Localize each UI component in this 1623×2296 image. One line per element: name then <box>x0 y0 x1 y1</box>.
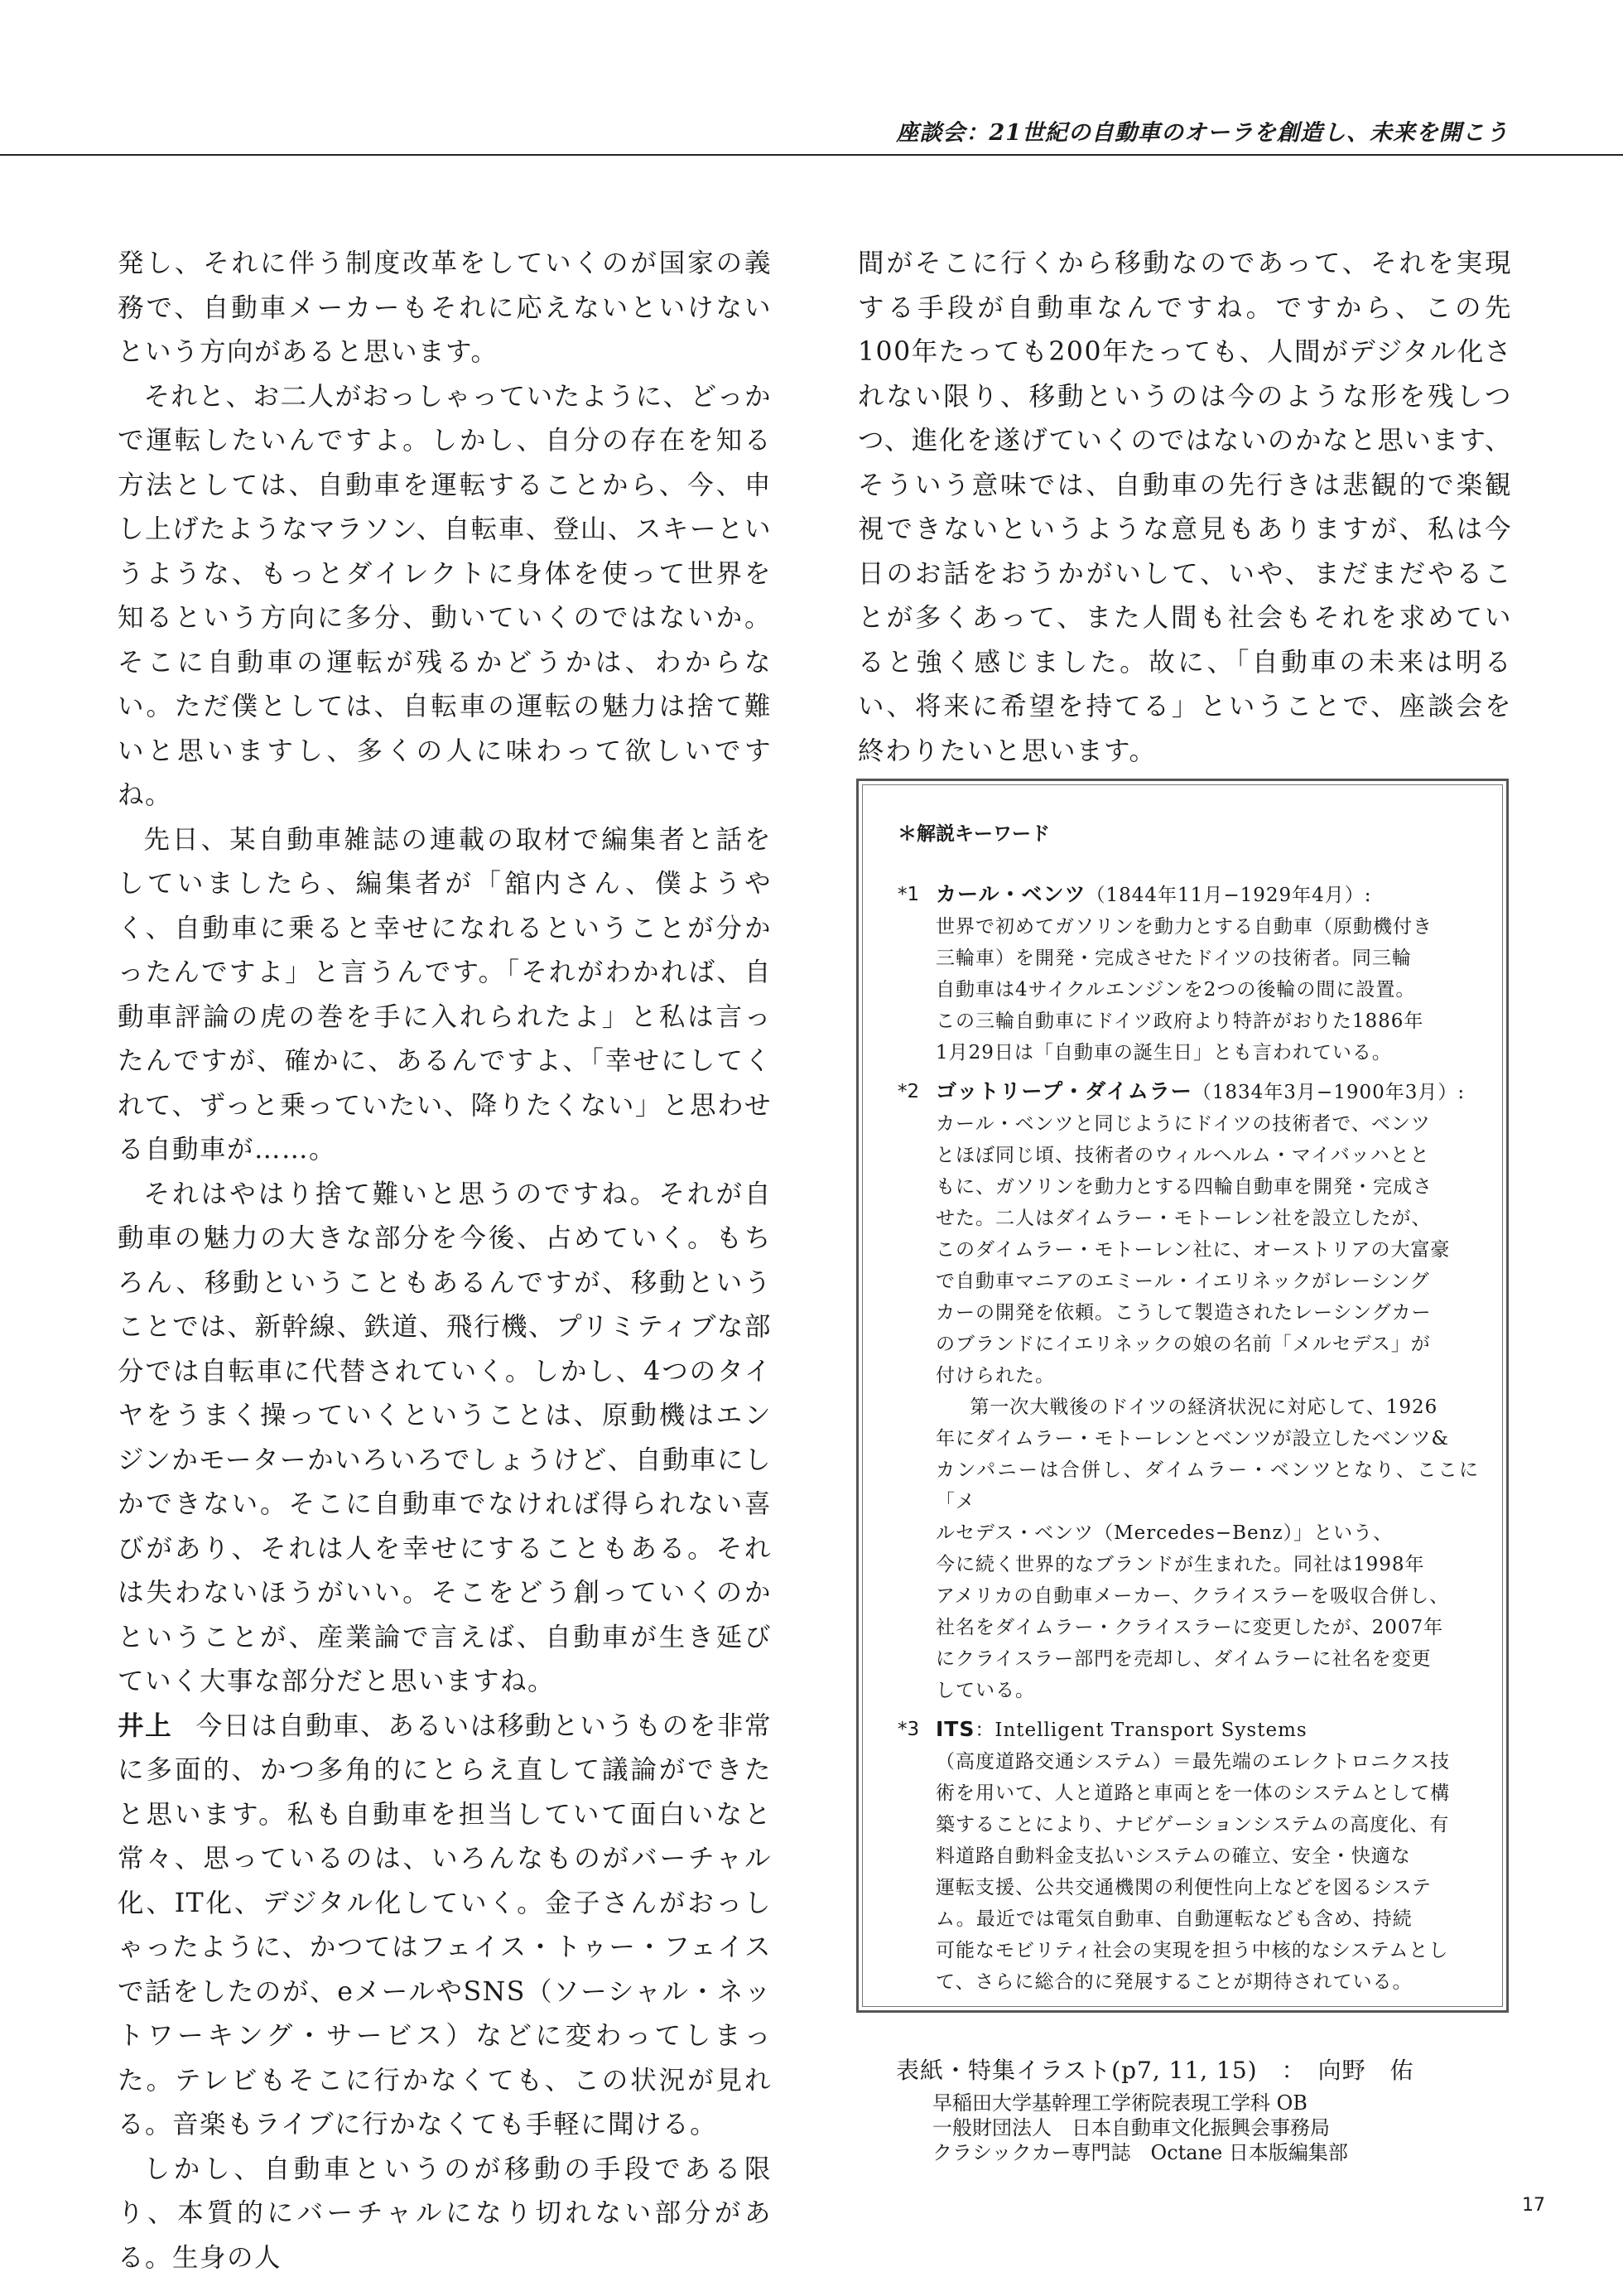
credit-line: クラシックカー専門誌 Octane 日本版編集部 <box>932 2141 1348 2164</box>
entry-term: カール・ベンツ <box>936 882 1086 906</box>
entry-line: （1844年11月−1929年4月）: <box>1086 885 1372 906</box>
entry-line: 第一次大戦後のドイツの経済状況に対応して、1926 <box>970 1396 1438 1418</box>
entry-line: カール・ベンツと同じようにドイツの技術者で、ベンツ <box>936 1113 1431 1135</box>
entry-line: 年にダイムラー・モトーレンとベンツが設立したベンツ& <box>936 1428 1449 1449</box>
speaker-name: 井上 <box>118 1710 173 1741</box>
credit-heading: 表紙・特集イラスト(p7, 11, 15) ： 向野 佑 <box>896 2057 1414 2084</box>
entry-term: ITS <box>936 1717 975 1741</box>
entry-line: 世界で初めてガソリンを動力とする自動車（原動機付き <box>936 916 1433 938</box>
paragraph-text: 今日は自動車、あるいは移動というものを非常に多面的、かつ多角的にとらえ直して議論ができたと思います。私も自動車を担当していて面白いなと常々、思っているのは、いろんなものがバーチャル化、IT化、デジタル化していく。金子さんがおっしゃったように、かつてはフェイス・トゥー・フェイスで話をしたのが、eメールやSNS（ソーシャル・ネットワーキング・サービス）などに変わってしまった。テレビもそこに行かなくても、この状況が見れる。音楽もライブに行かなくても手軽に聞ける。 <box>118 1710 772 2139</box>
glossary-entry-daimler <box>898 1076 1479 1706</box>
entry-line: とほぼ同じ頃、技術者のウィルヘルム・マイバッハとと <box>936 1145 1430 1166</box>
header-rule <box>0 154 1623 156</box>
entry-line: のブランドにイエリネックの娘の名前「メルセデス」が <box>936 1334 1431 1355</box>
entry-line: アメリカの自動車メーカー、クライスラーを吸収合併し、 <box>936 1585 1450 1607</box>
paragraph: 先日、某自動車雑誌の連載の取材で編集者と話をしていましたら、編集者が「舘内さん、僕ようやく、自動車に乗ると幸せになれるということが分かったんですよ」と言うんです。「それがわかれば、自動車評論の虎の巻を手に入れられたよ」と私は言ったんですが、確かに、あるんですよ、「幸せにしてくれて、ずっと乗っていたい、降りたくない」と思わせる自動車が……。 <box>118 824 772 1165</box>
entry-line: 付けられた。 <box>936 1365 1055 1387</box>
entry-line: 料道路自動料金支払いシステムの確立、安全・快適な <box>936 1845 1411 1867</box>
entry-line: している。 <box>936 1680 1035 1701</box>
entry-line: せた。二人はダイムラー・モトーレン社を設立したが、 <box>936 1208 1432 1229</box>
credit-line: 早稲田大学基幹理工学術院表現工学科 OB <box>932 2091 1308 2115</box>
entry-line: て、さらに総合的に発展することが期待されている。 <box>936 1971 1413 1993</box>
glossary-entry-benz <box>898 879 1479 1068</box>
entry-number: *1 <box>898 884 920 905</box>
entry-line: 術を用いて、人と道路と車両とを一体のシステムとして構 <box>936 1782 1451 1804</box>
paragraph: 間がそこに行くから移動なのであって、それを実現する手段が自動車なんですね。ですから、この先100年たっても200年たっても、人間がデジタル化されない限り、移動というのは今のような形を残しつつ、進化を遂げていくのではないのかなと思います、そういう意味では、自動車の先行きは悲観的で楽観視できないというような意見もありますが、私は今日のお話をおうかがいして、いや、まだまだやることが多くあって、また人間も社会もそれを求めていると強く感じました。故に、「自動車の未来は明るい、将来に希望を持てる」ということで、座談会を終わりたいと思います。 <box>858 248 1512 766</box>
speaker-paragraph <box>118 1705 772 2148</box>
entry-line: ム。最近では電気自動車、自動運転なども含め、持続 <box>936 1908 1413 1930</box>
entry-line: カンパニーは合併し、ダイムラー・ベンツとなり、ここに「メ <box>936 1459 1479 1512</box>
entry-line: 可能なモビリティ社会の実現を担う中核的なシステムとし <box>936 1940 1449 1961</box>
running-header: 座談会：21世紀の自動車のオーラを創造し、未来を開こう <box>896 120 1509 146</box>
right-column <box>858 242 1512 774</box>
entry-line: にクライスラー部門を売却し、ダイムラーに社名を変更 <box>936 1648 1432 1670</box>
entry-line: もに、ガソリンを動力とする四輪自動車を開発・完成さ <box>936 1176 1433 1198</box>
paragraph: 発し、それに伴う制度改革をしていくのが国家の義務で、自動車メーカーもそれに応えないといけないという方向があると思います。 <box>118 248 772 367</box>
entry-number: *3 <box>898 1719 920 1740</box>
entry-line: ルセデス・ベンツ（Mercedes−Benz）」という、 <box>936 1522 1394 1544</box>
entry-line: 1月29日は「自動車の誕生日」とも言われている。 <box>936 1042 1392 1064</box>
entry-line: ：Intelligent Transport Systems <box>975 1720 1308 1741</box>
entry-line: 今に続く世界的なブランドが生まれた。同社は1998年 <box>936 1554 1425 1575</box>
entry-line: 運転支援、公共交通機関の利便性向上などを図るシステ <box>936 1877 1432 1898</box>
illustration-credits <box>896 2052 1414 2165</box>
entry-number: *2 <box>898 1081 920 1102</box>
entry-line: 社名をダイムラー・クライスラーに変更したが、2007年 <box>936 1617 1444 1638</box>
entry-line: この三輪自動車にドイツ政府より特許がおりた1886年 <box>936 1011 1424 1032</box>
entry-line: 築することにより、ナビゲーションシステムの高度化、有 <box>936 1814 1450 1835</box>
entry-line: 三輪車）を開発・完成させたドイツの技術者。同三輪 <box>936 948 1412 969</box>
credit-line: 一般財団法人 日本自動車文化振興会事務局 <box>932 2116 1330 2139</box>
entry-line: カーの開発を依頼。こうして製造されたレーシングカー <box>936 1302 1432 1324</box>
paragraph: それはやはり捨て難いと思うのですね。それが自動車の魅力の大きな部分を今後、占めていく。もちろん、移動ということもあるんですが、移動ということでは、新幹線、鉄道、飛行機、プリミティブな部分では自転車に代替されていく。しかし、4つのタイヤをうまく操っていくということは、原動機はエンジンかモーターかいろいろでしょうけど、自動車にしかできない。そこに自動車でなければ得られない喜びがあり、それは人を幸せにすることもある。それは失わないほうがいい。そこをどう創っていくのかということが、産業論で言えば、自動車が生き延びていく大事な部分だと思いますね。 <box>118 1179 772 1696</box>
page-number: 17 <box>1522 2195 1545 2216</box>
entry-line: このダイムラー・モトーレン社に、オーストリアの大富豪 <box>936 1239 1451 1261</box>
entry-line: で自動車マニアのエミール・イエリネックがレーシング <box>936 1271 1430 1292</box>
glossary-entry-its <box>898 1714 1479 1998</box>
paragraph: しかし、自動車というのが移動の手段である限り、本質的にバーチャルになり切れない部分がある。生身の人 <box>118 2154 772 2273</box>
entry-line: （1834年3月−1900年3月）: <box>1192 1082 1466 1103</box>
paragraph: それと、お二人がおっしゃっていたように、どっかで運転したいんですよ。しかし、自分の存在を知る方法としては、自動車を運転することから、今、申し上げたようなマラソン、自転車、登山、スキーというような、もっとダイレクトに身体を使って世界を知るという方向に多分、動いていくのではないか。そこに自動車の運転が残るかどうかは、わからない。ただ僕としては、自転車の運転の魅力は捨て難いと思いますし、多くの人に味わって欲しいですね。 <box>118 381 772 810</box>
entry-term: ゴットリープ・ダイムラー <box>936 1079 1192 1103</box>
entry-line: 自動車は4サイクルエンジンを2つの後輪の間に設置。 <box>936 979 1416 1001</box>
left-column <box>118 242 772 2280</box>
keyword-glossary-box <box>856 779 1509 2013</box>
glossary-title: ＊解説キーワード <box>898 823 1050 845</box>
entry-line: （高度道路交通システム）＝最先端のエレクトロニクス技 <box>936 1751 1451 1773</box>
